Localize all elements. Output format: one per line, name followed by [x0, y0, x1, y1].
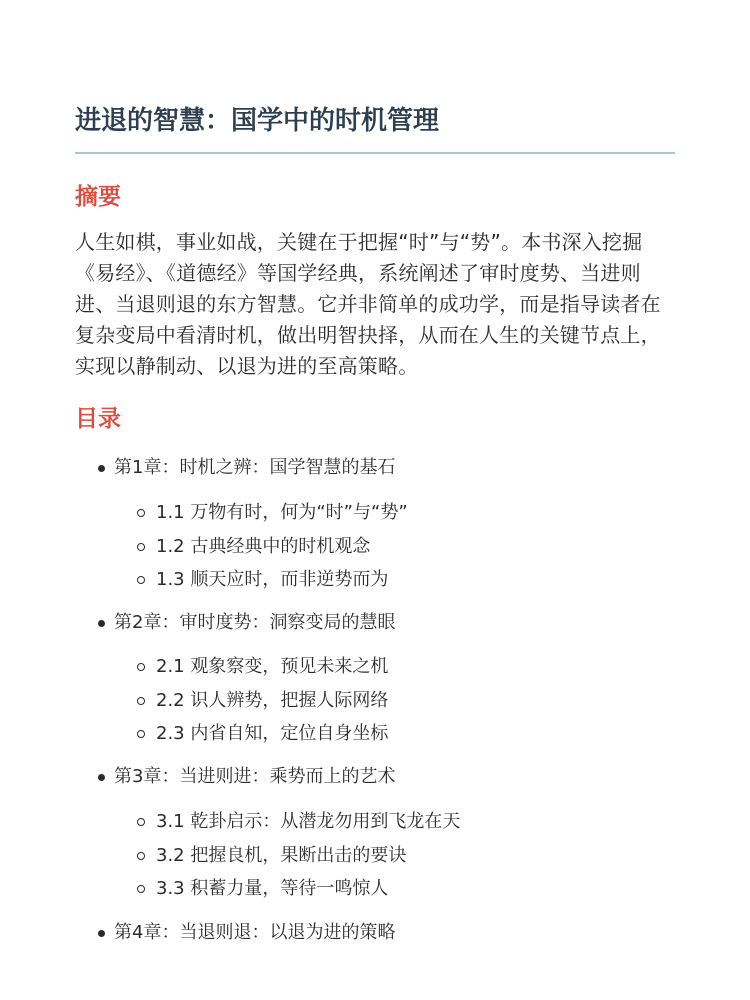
toc-chapter-label: 第1章：时机之辨：国学智慧的基石	[114, 457, 396, 478]
toc-section-label: 1.3 顺天应时，而非逆势而为	[156, 569, 389, 590]
toc-chapter-3	[96, 764, 395, 790]
toc-chapter-label: 第2章：审时度势：洞察变局的慧眼	[114, 612, 396, 633]
toc-section-label: 1.2 古典经典中的时机观念	[156, 536, 371, 557]
bullet-disc-icon	[96, 610, 114, 636]
toc-chapter-1	[96, 455, 395, 481]
bullet-disc-icon	[96, 920, 114, 946]
toc-section-label: 3.3 积蓄力量，等待一鸣惊人	[156, 878, 389, 899]
bullet-disc-icon	[96, 455, 114, 481]
toc-section-3-2	[136, 843, 406, 869]
toc-chapter-4	[96, 920, 395, 946]
bullet-circle-icon	[136, 654, 156, 680]
toc-section-label: 2.2 识人辨势，把握人际网络	[156, 690, 389, 711]
bullet-circle-icon	[136, 843, 156, 869]
toc-section-2-2	[136, 688, 388, 714]
toc-section-label: 2.1 观象察变，预见未来之机	[156, 656, 389, 677]
toc-chapter-label: 第4章：当退则退：以退为进的策略	[114, 922, 396, 943]
abstract-heading: 摘要	[75, 184, 121, 210]
toc-section-label: 2.3 内省自知，定位自身坐标	[156, 723, 389, 744]
bullet-circle-icon	[136, 567, 156, 593]
toc-section-1-2	[136, 534, 370, 560]
bullet-circle-icon	[136, 876, 156, 902]
toc-section-label: 1.1 万物有时，何为“时”与“势”	[156, 502, 408, 523]
toc-section-2-1	[136, 654, 388, 680]
bullet-disc-icon	[96, 764, 114, 790]
abstract-paragraph: 人生如棋，事业如战，关键在于把握“时”与“势”。本书深入挖掘《易经》、《道德经》等国学经典，系统阐述了审时度势、当进则进、当退则退的东方智慧。它并非简单的成功学，而是指导读者在复杂变局中看清时机，做出明智抉择，从而在人生的关键节点上，实现以静制动、以退为进的至高策略。	[75, 230, 661, 378]
bullet-circle-icon	[136, 721, 156, 747]
bullet-circle-icon	[136, 534, 156, 560]
page-title: 进退的智慧：国学中的时机管理	[75, 106, 440, 136]
toc-chapter-label: 第3章：当进则进：乘势而上的艺术	[114, 766, 396, 787]
toc-section-3-3	[136, 876, 388, 902]
bullet-circle-icon	[136, 809, 156, 835]
toc-chapter-2	[96, 610, 395, 636]
bullet-circle-icon	[136, 688, 156, 714]
toc-section-1-1	[136, 500, 408, 526]
toc-section-3-1	[136, 809, 460, 835]
toc-section-2-3	[136, 721, 388, 747]
toc-section-label: 3.1 乾卦启示：从潜龙勿用到飞龙在天	[156, 811, 461, 832]
bullet-circle-icon	[136, 500, 156, 526]
toc-section-1-3	[136, 567, 388, 593]
toc-section-label: 3.2 把握良机，果断出击的要诀	[156, 845, 407, 866]
toc-heading: 目录	[75, 406, 121, 432]
